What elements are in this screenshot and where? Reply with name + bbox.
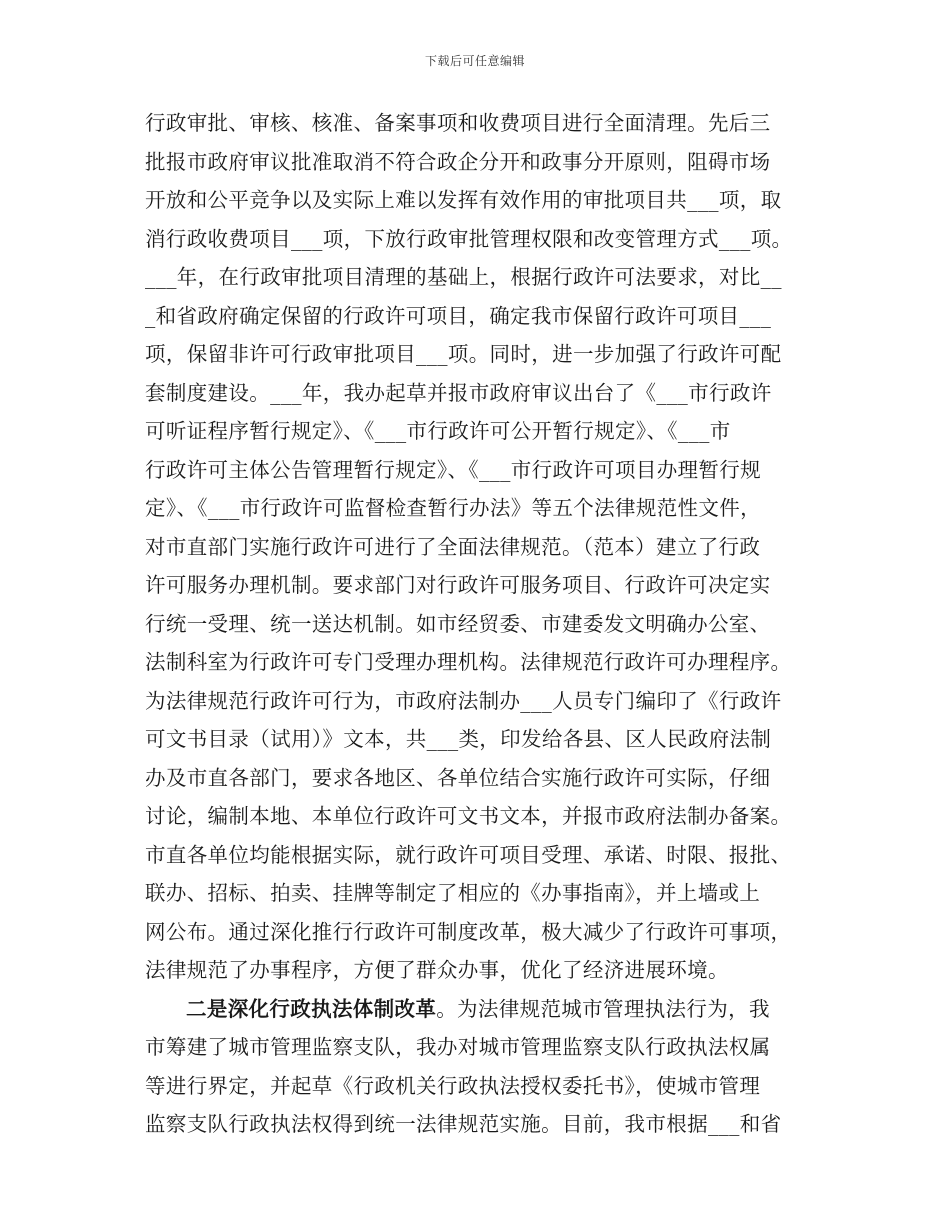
text-line: 行政许可主体公告管理暂行规定》、《___市行政许可项目办理暂行规 bbox=[145, 457, 761, 482]
text-line: ___年，在行政审批项目清理的基础上，根据行政许可法要求，对比__ bbox=[145, 265, 782, 289]
text-line: 讨论，编制本地、本单位行政许可文书文本，并报市政府法制办备案。 bbox=[145, 804, 792, 828]
text-line: 市筹建了城市管理监察支队，我办对城市管理监察支队行政执法权属 bbox=[145, 1035, 771, 1059]
section-heading: 二是深化行政执法体制改革 bbox=[186, 996, 437, 1021]
text-line: 行统一受理、统一送达机制。如市经贸委、市建委发文明确办公室、 bbox=[145, 611, 771, 636]
text-line: 可文书目录（试用）》文本，共___类，印发给各县、区人民政府法制 bbox=[145, 727, 772, 751]
page-header: 下载后可任意编辑 bbox=[424, 54, 525, 68]
text-line: 联办、招标、拍卖、挂牌等制定了相应的《办事指南》，并上墙或上 bbox=[145, 881, 761, 905]
text-line: 项，保留非许可行政审批项目___项。同时，进一步加强了行政许可配 bbox=[145, 342, 782, 366]
text-line: 网公布。通过深化推行行政许可制度改革，极大减少了行政许可事项， bbox=[145, 919, 792, 944]
text-line: 为法律规范行政许可行为，市政府法制办___人员专门编印了《行政许 bbox=[145, 688, 782, 713]
text-line: 可听证程序暂行规定》、《___市行政许可公开暂行规定》、《___市 bbox=[145, 419, 731, 443]
text-line: 定》、《___市行政许可监督检查暂行办法》等五个法律规范性文件， bbox=[145, 496, 761, 520]
text-line: 市直各单位均能根据实际，就行政许可项目受理、承诺、时限、报批、 bbox=[145, 842, 792, 867]
text-line: 开放和公平竞争以及实际上难以发挥有效作用的审批项目共___项，取 bbox=[145, 188, 782, 212]
text-line: 监察支队行政执法权得到统一法律规范实施。目前，我市根据___和省 bbox=[145, 1112, 782, 1136]
text-line: 法制科室为行政许可专门受理办理机构。法律规范行政许可办理程序。 bbox=[145, 650, 792, 674]
document-body bbox=[145, 104, 825, 1144]
text-line: 套制度建设。___年，我办起草并报市政府审议出台了《___市行政许 bbox=[145, 380, 772, 405]
text-line: 法律规范了办事程序，方便了群众办事，优化了经济进展环境。 bbox=[145, 958, 729, 982]
paragraph-lead-line bbox=[145, 990, 825, 1029]
text-line: 消行政收费项目___项，下放行政审批管理权限和改变管理方式___项。 bbox=[145, 226, 793, 251]
text-line: 批报市政府审议批准取消不符合政企分开和政事分开原则，阻碍市场 bbox=[145, 149, 771, 174]
text-line: 等进行界定，并起草《行政机关行政执法授权委托书》，使城市管理 bbox=[145, 1073, 761, 1098]
text-line: 对市直部门实施行政许可进行了全面法律规范。（范本）建立了行政 bbox=[145, 534, 761, 559]
lead-line-text: 。为法律规范城市管理执法行为，我 bbox=[436, 996, 770, 1021]
text-line: _和省政府确定保留的行政许可项目，确定我市保留行政许可项目___ bbox=[145, 303, 772, 328]
text-line: 许可服务办理机制。要求部门对行政许可服务项目、行政许可决定实 bbox=[145, 573, 771, 597]
text-line: 办及市直各部门，要求各地区、各单位结合实施行政许可实际，仔细 bbox=[145, 765, 771, 790]
text-line: 行政审批、审核、核准、备案事项和收费项目进行全面清理。先后三 bbox=[145, 111, 771, 135]
